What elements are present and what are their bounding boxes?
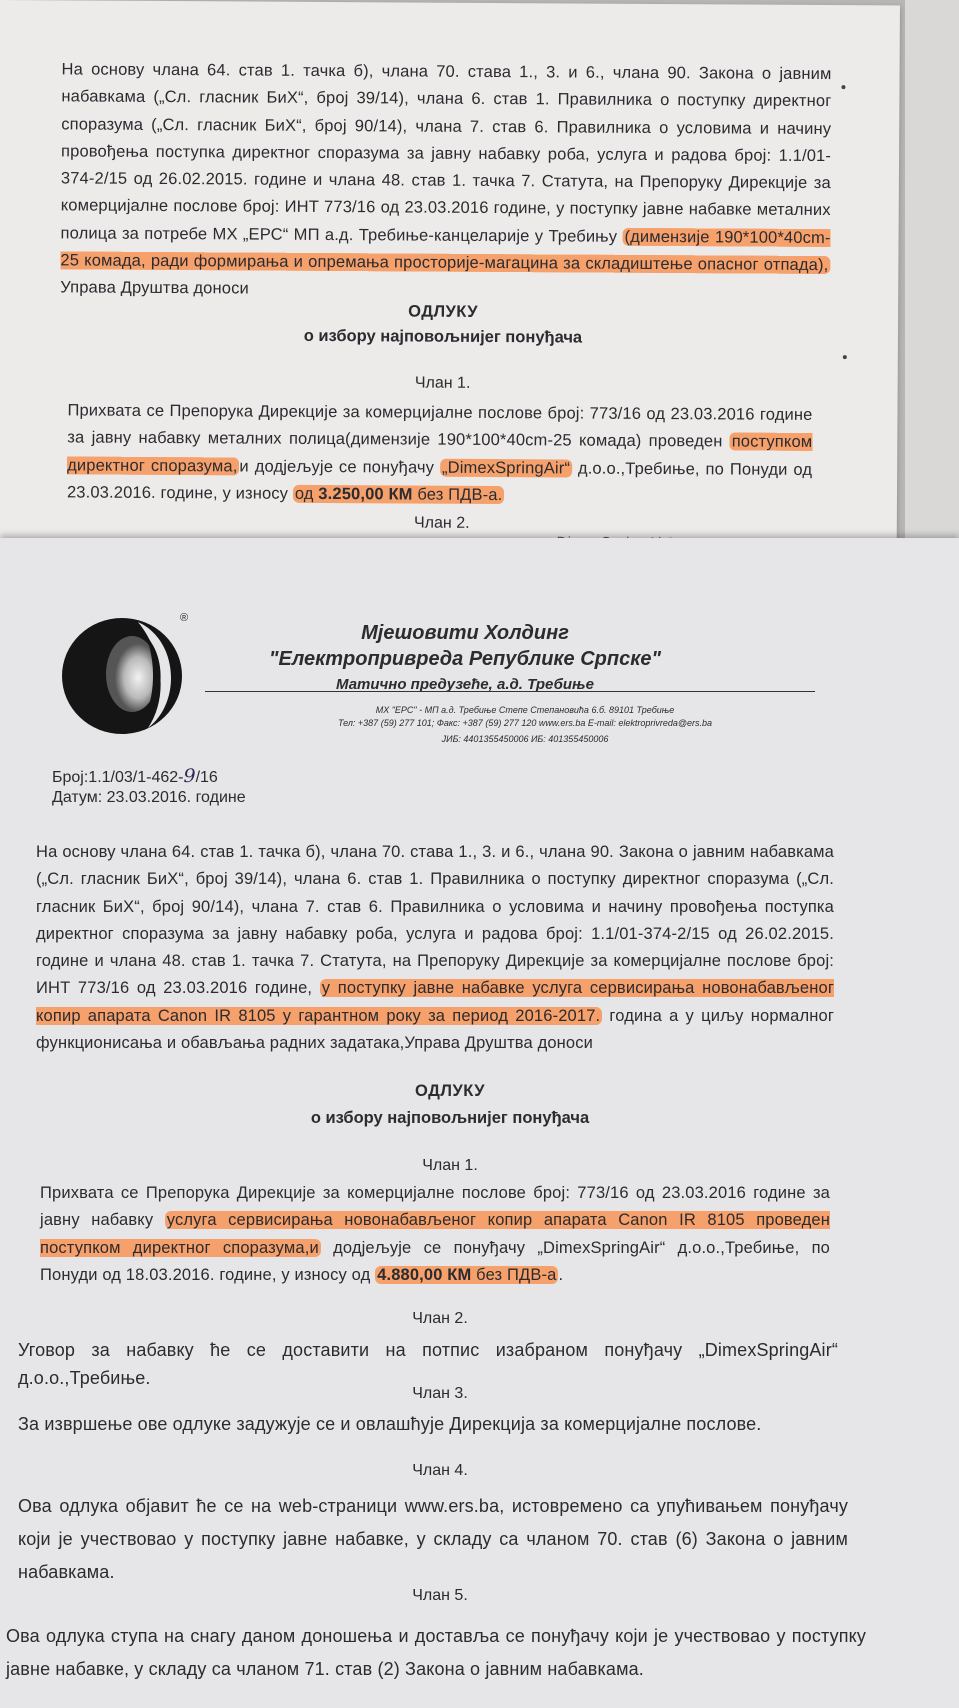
article-3-body: За извршење ове одлуке задужује се и овлашћује Дирекција за комерцијалне послове. — [18, 1414, 762, 1434]
document-number-prefix: Број:1.1/03/1-462- — [52, 769, 184, 786]
article-heading: Члан 2. — [412, 1310, 468, 1327]
org-name-line1: Мјешовити Холдинг — [361, 622, 569, 644]
highlighted-text: поступком директног споразума, — [67, 432, 813, 476]
decision-title: ОДЛУКУ — [415, 1082, 485, 1100]
highlighted-text: без ПДВ-а. — [412, 485, 503, 504]
highlighted-text: (димензије 190*100*40cm-25 комада, ради формирања и опремања просторије-магацина за складиштење опасног отпада), — [60, 227, 831, 275]
article-heading: Члан 1. — [414, 374, 471, 392]
registered-mark: ® — [180, 612, 189, 624]
decision-title: ОДЛУКУ — [408, 302, 479, 321]
article-heading: Члан 1. — [422, 1157, 478, 1174]
article-heading: Члан 3. — [412, 1385, 468, 1402]
article-text: . — [558, 1265, 564, 1284]
article-2-body: Уговор за набавку ће се доставити на потпис изабраном понуђачу „DimexSpringAir“ д.о.о.,Требиње. — [18, 1340, 838, 1388]
intro-text: година а у циљу нормалног функционисања и обављања радних задатака,Управа Друштва доноси — [36, 1006, 834, 1053]
decision-subtitle: о избору најповољнијег понуђача — [303, 326, 583, 347]
letterhead-rule — [205, 691, 815, 692]
amount: 4.880,00 КМ — [377, 1265, 472, 1284]
document-number — [52, 765, 218, 787]
decision-subtitle: о избору најповољнијег понуђача — [310, 1109, 590, 1127]
company-logo — [60, 610, 190, 740]
org-contacts: Тел: +387 (59) 277 101; Факс: +387 (59) 277 120 www.ers.ba E-mail: elektroprivreda@ers.ba — [337, 718, 713, 728]
article-text: и додјељује се понуђачу — [239, 457, 441, 477]
intro-paragraph — [36, 839, 834, 1057]
article-heading: Члан 4. — [412, 1462, 468, 1479]
article-text: Прихвата се Препорука Дирекције за комерцијалне послове број: 773/16 од 23.03.2016 године за јавну набавку — [40, 1184, 830, 1230]
intro-text: На основу члана 64. став 1. тачка б), члана 70. става 1., 3. и 6., члана 90. Закона о јавним набавкама („Сл. гласник БиХ“, број 39/14), члана 6. став 1. Правилника о поступку директног споразума („Сл. гласник БиХ“, број 90/14), члана 7. став 6. Правилника о условима и начину провођења поступка директног споразума за јавну набавку роба, услуга и радова број: 1.1/01-374-2/15 од 26.02.2015. године и члана 48. став 1. тачка 7. Статута, на Препоруку Дирекције за комерцијалне послове број: ИНТ 773/16 од 23.03.2016 године, у поступку јавне набавке металних полица за потребе МХ „ЕРС“ МП а.д. Требиње-канцеларије у Требињу — [60, 60, 832, 246]
org-name-line2: "Електропривреда Републике Српске" — [269, 648, 661, 670]
intro-text: Управа Друштва доноси — [60, 278, 249, 298]
highlighted-text: услуга сервисирања новонабављеног копир апарата Canon IR 8105 проведен поступком директног споразума,и — [40, 1211, 830, 1257]
article-text: д.о.о.,Требиње, по Понуди од 23.03.2016. године, у износу — [66, 459, 813, 503]
org-address: МХ "ЕРС" - МП а.д. Требиње Степе Степановића 6.б. 89101 Требиње — [375, 705, 675, 715]
article-text: додјељује се понуђачу „DimexSpringAir“ д.о.о.,Требиње, по Понуди од 18.03.2016. године, у износу од — [40, 1238, 830, 1284]
org-ids: ЈИБ: 4401355450006 ИБ: 401355450006 — [441, 734, 609, 744]
article-text: Прихвата се Препорука Дирекције за комерцијалне послове број: 773/16 од 23.03.2016 године за јавну набавку металних полица(димензије 190*100*40cm-25 комада) проведен — [67, 401, 813, 451]
article-heading: Члан 2. — [413, 514, 470, 532]
highlighted-text: „DimexSpringAir“ — [441, 458, 571, 478]
highlighted-text: од — [294, 484, 319, 503]
handwritten-number: 9 — [183, 765, 196, 787]
amount: 3.250,00 КМ — [318, 484, 413, 504]
document-date: Датум: 23.03.2016. године — [52, 789, 246, 806]
document-number-suffix: /16 — [195, 769, 218, 786]
article-1-body — [40, 1180, 830, 1289]
intro-text: На основу члана 64. став 1. тачка б), члана 70. става 1., 3. и 6., члана 90. Закона о јавним набавкама („Сл. гласник БиХ“, број 39/14), члана 6. став 1. Правилника о поступку директног споразума („Сл. гласник БиХ“, број 90/14), члана 7. став 6. Правилника о условима и начину провођења поступка директног споразума за јавну набавку роба, услуга и радова број: 1.1/01-374-2/15 од 26.02.2015. године и члана 48. став 1. тачка 7. Статута, на Препоруку Дирекције за комерцијалне послове број: ИНТ 773/16 од 23.03.2016 године, — [36, 843, 834, 998]
article-5-body: Ова одлука ступа на снагу даном доношења и доставља се понуђачу који је учествовао у поступку јавне набавке, у складу са чланом 71. став (2) Закона о јавним набавкама. — [6, 1626, 866, 1679]
highlighted-text: без ПДВ-а — [471, 1265, 557, 1284]
org-name-line3: Матично предузеће, а.д. Требиње — [336, 676, 594, 693]
highlighted-text: у поступку јавне набавке услуга сервисирања новонабављеног копир апарата Canon IR 8105 у гарантном року за период 2016-2017. — [36, 979, 834, 1025]
decision-heading — [0, 1082, 900, 1128]
article-heading: Члан 5. — [412, 1587, 468, 1604]
article-4-body: Ова одлука објавит ће се на web-страници www.ers.ba, истовремено са упућивањем понуђачу који је учествовао у поступку јавне набавке, у складу са чланом 70. став (6) Закона о јавним набавкама. — [18, 1496, 848, 1582]
